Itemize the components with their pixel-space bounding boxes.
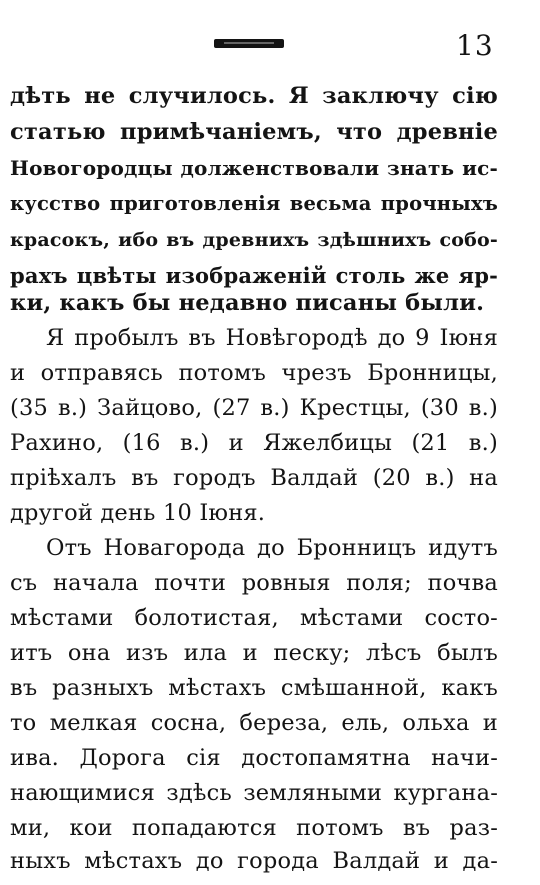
- text-line: Рахино, (16 в.) и Яжелбицы (21 в.): [10, 430, 498, 456]
- text-line: и отправясь потомъ чрезъ Бронницы,: [10, 360, 498, 386]
- text-line: то мелкая сосна, береза, ель, ольха и: [10, 710, 498, 736]
- text-line: въ разныхъ мѣстахъ смѣшанной, какъ: [10, 675, 498, 701]
- text-line: съ начала почти ровныя поля; почва: [10, 570, 498, 596]
- text-line: нающимися здѣсь земляными курганa-: [10, 780, 498, 806]
- text-line: (35 в.) Зайцово, (27 в.) Крестцы, (30 в.): [10, 395, 498, 421]
- text-line: ныхъ мѣстахъ до города Валдай и да-: [10, 848, 498, 874]
- text-line: другой день 10 Іюня.: [10, 500, 266, 526]
- page-number: 13: [456, 29, 494, 62]
- text-line: дѣть не случилось. Я заключу сію: [10, 83, 498, 109]
- text-line: статью примѣчаніемъ, что древніе: [10, 119, 498, 145]
- text-line: Новогородцы долженствовали знать ис-: [10, 156, 498, 180]
- text-line: красокъ, ибо въ древнихъ здѣшнихъ собо-: [10, 229, 498, 251]
- text-line: рахъ цвѣты изображеній столь же яр-: [10, 263, 498, 288]
- text-line: пріѣхалъ въ городъ Валдай (20 в.) на: [10, 465, 498, 491]
- text-line: мѣстами болотистая, мѣстами состо-: [10, 605, 498, 631]
- text-line: итъ она изъ ила и песку; лѣсъ былъ: [10, 640, 498, 666]
- text-line: ки, какъ бы недавно писаны были.: [10, 290, 485, 316]
- text-line: кусство приготовленія весьма прочныхъ: [10, 192, 498, 215]
- text-line: ми, кои попадаются потомъ въ раз-: [10, 815, 498, 841]
- header-ornament: [214, 39, 284, 48]
- text-line: ива. Дорога сія достопамятна начи-: [10, 745, 498, 771]
- text-line: Я пробылъ въ Новѣгородѣ до 9 Іюня: [46, 325, 498, 351]
- text-line: Отъ Новагорода до Бронницъ идутъ: [46, 535, 498, 561]
